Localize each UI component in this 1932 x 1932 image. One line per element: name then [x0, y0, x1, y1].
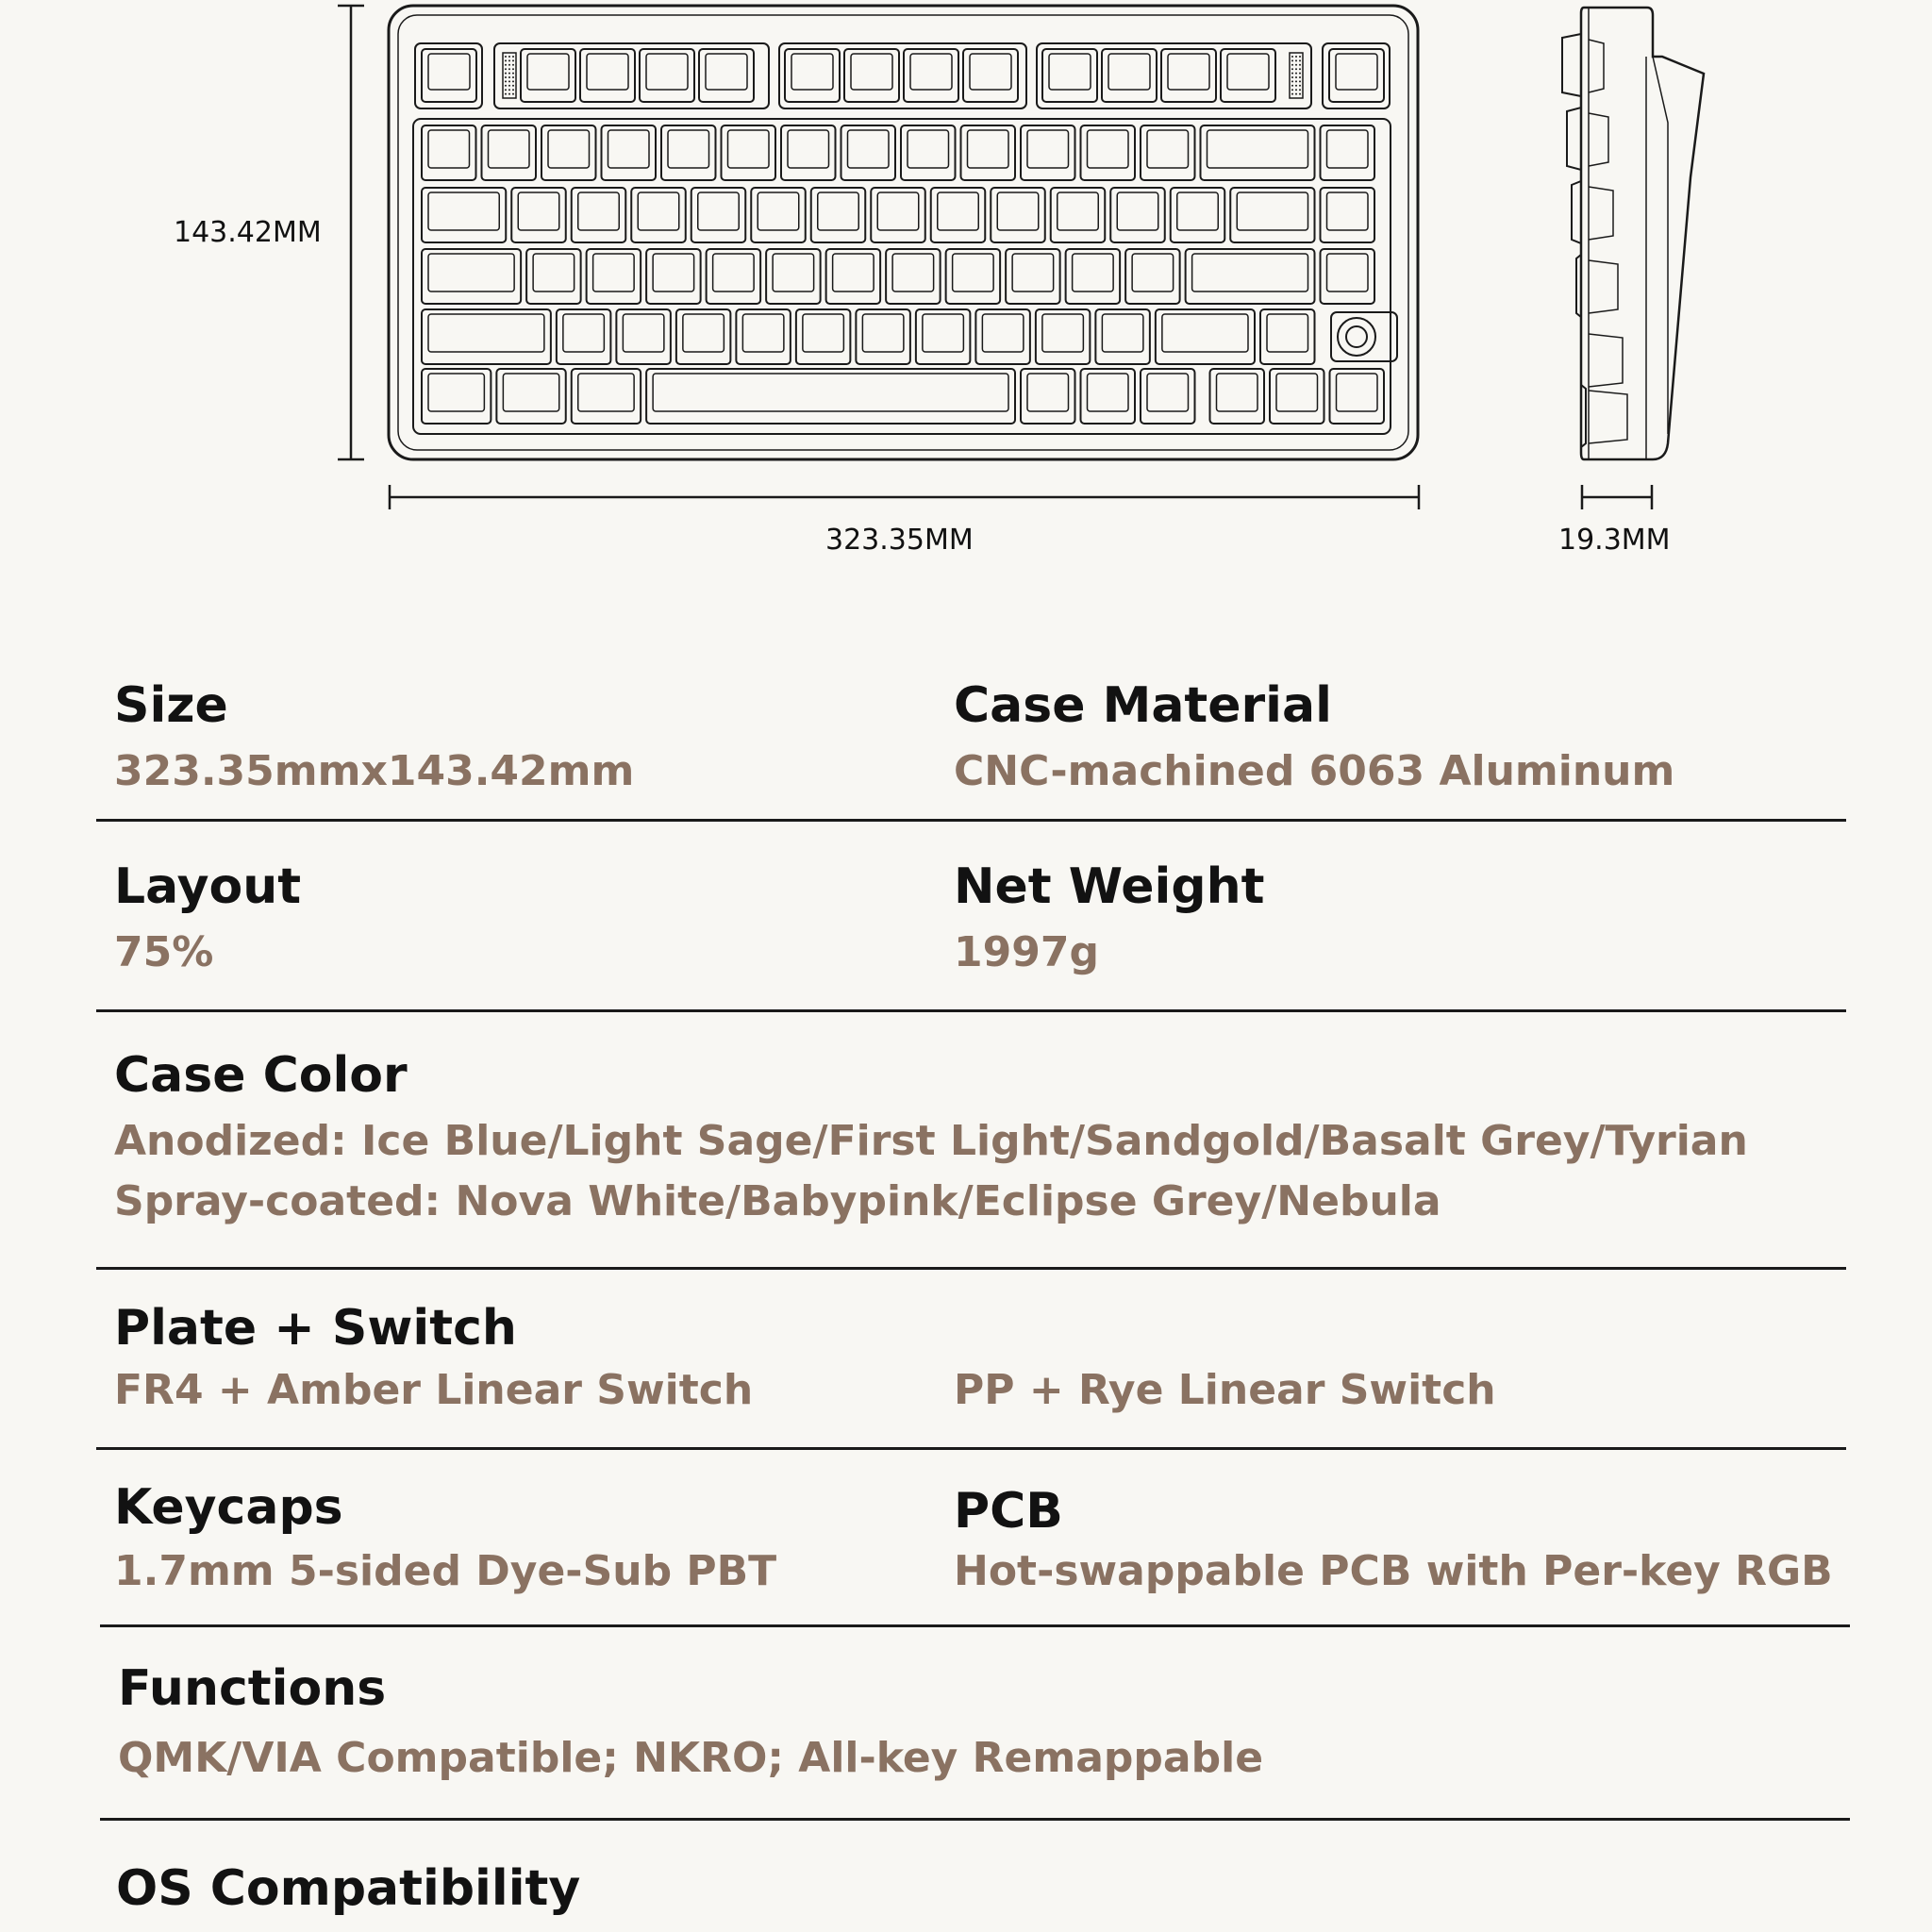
- keycap: [541, 125, 596, 180]
- spec-title: Case Color: [114, 1047, 408, 1104]
- keycap: [841, 125, 896, 180]
- spec-value-spray-coated: Spray-coated: Nova White/Babypink/Eclipse Grey/Nebula: [114, 1177, 1441, 1225]
- keycap: [521, 49, 575, 102]
- keycap: [640, 49, 694, 102]
- keycap: [1125, 249, 1180, 304]
- depth-label: 19.3MM: [1558, 524, 1671, 557]
- keycap: [1321, 249, 1375, 304]
- spec-keycaps: [114, 1479, 777, 1595]
- keycap: [722, 125, 776, 180]
- keycap: [1081, 125, 1136, 180]
- keycap: [646, 249, 701, 304]
- keycap: [1201, 125, 1315, 180]
- spec-value-anodized: Anodized: Ice Blue/Light Sage/First Light/Sandgold/Basalt Grey/Tyrian: [114, 1117, 1748, 1165]
- keycap: [707, 249, 761, 304]
- spec-value: 1997g: [954, 928, 1099, 976]
- spec-value: 1.7mm 5-sided Dye-Sub PBT: [114, 1547, 777, 1595]
- keycap: [751, 188, 806, 242]
- divider: [100, 1818, 1850, 1821]
- keycap: [886, 249, 941, 304]
- spec-os-compatibility: [116, 1860, 581, 1917]
- spec-title: Functions: [118, 1660, 387, 1717]
- keycaps-layer: [422, 49, 1397, 424]
- spec-plate-switch-option-2: [954, 1366, 1496, 1414]
- keycap: [1230, 188, 1314, 242]
- spec-title: Case Material: [954, 677, 1332, 734]
- keycap: [1021, 369, 1075, 424]
- keycap: [871, 188, 925, 242]
- spec-value: CNC-machined 6063 Aluminum: [954, 747, 1675, 795]
- keycap: [646, 369, 1015, 424]
- spec-layout: [114, 858, 302, 976]
- spec-functions: [118, 1660, 1264, 1782]
- spec-value: QMK/VIA Compatible; NKRO; All-key Remappable: [118, 1734, 1264, 1782]
- keycap: [1321, 125, 1375, 180]
- keycap: [526, 249, 581, 304]
- keycap: [1156, 309, 1255, 364]
- keycap: [661, 125, 716, 180]
- keycap: [1102, 49, 1157, 102]
- keycap: [1321, 188, 1375, 242]
- keycap: [901, 125, 956, 180]
- keycap: [736, 309, 791, 364]
- spec-net-weight: [954, 858, 1265, 976]
- keycap: [811, 188, 866, 242]
- keycap: [785, 49, 840, 102]
- depth-dimension-line: [1582, 485, 1652, 509]
- divider: [96, 1267, 1846, 1270]
- keyboard-drawing: [0, 0, 1932, 585]
- keycap: [1221, 49, 1275, 102]
- keycap: [963, 49, 1018, 102]
- spec-title: Plate + Switch: [114, 1300, 517, 1357]
- spec-title: OS Compatibility: [116, 1860, 581, 1917]
- keycap: [1042, 49, 1097, 102]
- spec-plate-switch: [114, 1300, 754, 1414]
- keycap: [904, 49, 958, 102]
- keycap: [1141, 125, 1195, 180]
- spec-value: 75%: [114, 928, 214, 976]
- keycap: [631, 188, 686, 242]
- keycap: [1110, 188, 1165, 242]
- keycap: [691, 188, 746, 242]
- keycap: [1161, 49, 1216, 102]
- keycap: [482, 125, 537, 180]
- rotary-knob: [1331, 312, 1397, 361]
- keycap: [781, 125, 836, 180]
- keycap: [422, 125, 476, 180]
- keycap: [602, 125, 657, 180]
- keycap: [422, 188, 506, 242]
- side-keycaps: [1562, 34, 1627, 447]
- keycap: [1186, 249, 1315, 304]
- keycap: [496, 369, 565, 424]
- keycap: [699, 49, 754, 102]
- keycap: [1081, 369, 1136, 424]
- keycap: [676, 309, 731, 364]
- keycap: [946, 249, 1001, 304]
- keycap: [856, 309, 910, 364]
- spec-pcb: [954, 1483, 1833, 1595]
- keycap: [572, 369, 641, 424]
- keycap: [975, 309, 1030, 364]
- keycap: [1210, 369, 1265, 424]
- keycap: [422, 249, 521, 304]
- height-label: 143.42MM: [174, 216, 322, 249]
- keycap: [1066, 249, 1121, 304]
- keycap: [1329, 49, 1384, 102]
- spec-title: Size: [114, 677, 228, 734]
- height-dimension-line: [338, 6, 364, 459]
- keycap: [580, 49, 635, 102]
- keyboard-dimension-diagram: [0, 0, 1932, 585]
- keycap: [511, 188, 566, 242]
- keycap: [1036, 309, 1091, 364]
- width-dimension-line: [390, 485, 1419, 509]
- spec-size: [114, 677, 635, 795]
- spec-value: 323.35mmx143.42mm: [114, 747, 635, 795]
- divider: [96, 1447, 1846, 1450]
- spec-case-material: [954, 677, 1675, 795]
- keycap: [1095, 309, 1150, 364]
- spec-case-color: [114, 1047, 1748, 1225]
- keycap: [1260, 309, 1315, 364]
- keycap: [1051, 188, 1106, 242]
- keycap: [961, 125, 1016, 180]
- keycap: [1006, 249, 1060, 304]
- keycap: [1141, 369, 1195, 424]
- keycap: [931, 188, 986, 242]
- keycap: [422, 49, 476, 102]
- keycap: [572, 188, 626, 242]
- divider: [96, 1009, 1846, 1012]
- keycap: [616, 309, 671, 364]
- keycap: [916, 309, 971, 364]
- spec-value-option-1: FR4 + Amber Linear Switch: [114, 1366, 754, 1414]
- spec-value: Hot-swappable PCB with Per-key RGB: [954, 1547, 1833, 1595]
- keycap: [1330, 369, 1385, 424]
- spec-title: Layout: [114, 858, 302, 915]
- keycap: [1270, 369, 1324, 424]
- keycap: [796, 309, 851, 364]
- keycap: [557, 309, 611, 364]
- divider: [96, 819, 1846, 822]
- divider: [100, 1624, 1850, 1627]
- spec-title: PCB: [954, 1483, 1063, 1540]
- keycap: [422, 369, 491, 424]
- keycap: [1021, 125, 1075, 180]
- keycap: [826, 249, 881, 304]
- keycap: [422, 309, 551, 364]
- keycap: [844, 49, 899, 102]
- width-label: 323.35MM: [825, 524, 974, 557]
- keycap: [766, 249, 821, 304]
- keycap: [587, 249, 641, 304]
- keycap: [991, 188, 1045, 242]
- spec-title: Keycaps: [114, 1479, 343, 1536]
- keycap: [1171, 188, 1225, 242]
- spec-title: Net Weight: [954, 858, 1265, 915]
- spec-value-option-2: PP + Rye Linear Switch: [954, 1366, 1496, 1414]
